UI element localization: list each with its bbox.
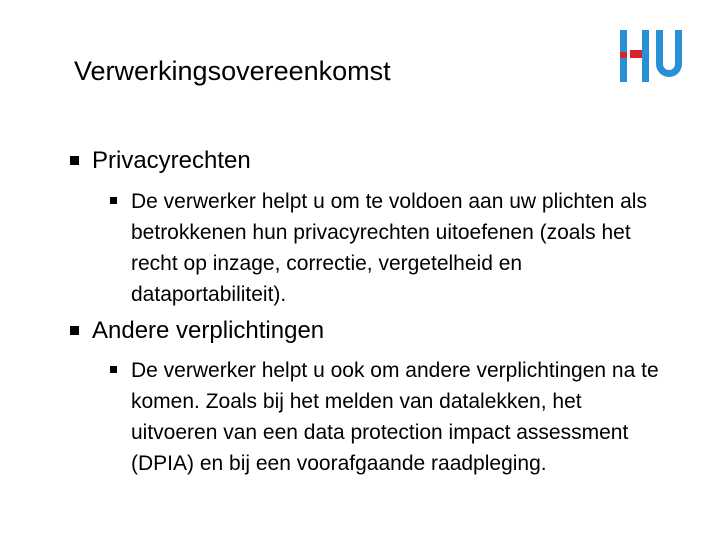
hu-logo [618,28,690,84]
bullet-square-icon [70,326,79,335]
slide-title: Verwerkingsovereenkomst [74,56,391,86]
bullet-square-icon [110,197,117,204]
bullet-square-icon [70,156,79,165]
sub-bullet-text: De verwerker helpt u om te voldoen aan uw plichten als betrokkenen hun privacyrechten uitoefenen (zoals het recht op inzage, correctie, vergetelheid en dataportabiliteit). [131,190,647,306]
section-heading: Andere verplichtingen [92,317,325,344]
sub-bullet-text: De verwerker helpt u ook om andere verplichtingen na te komen. Zoals bij het melden van datalekken, het uitvoeren van een data protection impact assessment (DPIA) en bij een voorafgaande raadpleging. [131,359,659,475]
section-heading: Privacyrechten [92,147,251,174]
bullet-square-icon [110,366,117,373]
